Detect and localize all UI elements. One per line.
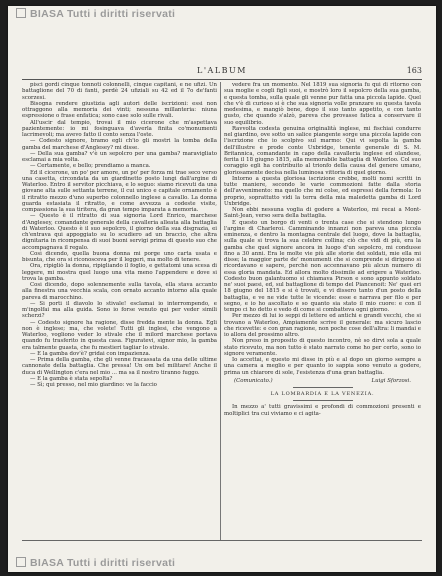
scanned-page (8, 6, 436, 572)
watermark-text: BIASA Tutti i diritti riservati (30, 557, 176, 569)
paragraph: Non ebbi nessuna voglia di godere a Waterloo, mi recai a Mont-Saint-Jean, verso sera della battaglia. (224, 207, 421, 220)
paragraph: Così dicendo, quella buona donna mi porge uno carta usata e bisunta, che ora si riconosceva per il leggeri, ma molto di tenere. (22, 250, 217, 263)
paragraph: — E la gamba dov'è? gridai con impazienza. (30, 350, 151, 357)
paragraph: Intorno a questa gloriosa iscrizione crebbe, molti nomi scritti in tutte maniere, secondo le varie commozioni fatte dalla storia dell'avvenimento: ma quello che mi colse, ed espressi della formola: Io proprio, soprattutto vidi la terra della mia maledetta gamba di Lord Uxbridge. (224, 175, 421, 207)
section-paragraph: In mezzo a' tutti gravissimi e profondi di commozioni presenti e moltiplici tra cui viviamo e ci agita- (224, 404, 421, 417)
paragraph: — Della sua gamba? v'è un sepolcro per una gamba? maravigliato esclamai a mia volta. (22, 150, 217, 163)
paragraph: — Certamente, e bello; prendiamo a manca. (30, 163, 151, 170)
paragraph: vedere fra un momento. Nel 1819 sua signoria fu qui di ritorno con sua moglie e cogli figli suoi, e mostrò loro il sepolcro della sua gamba, e questa tomba, sulla quale gli venne pur fatta una piccola lapide. Quel che v'è di curioso si è che sua signoria volle pranzare su questa tavola medesima, e mangiò bene, dopo il suo tanto appetito, e con tanto gusto, che quando s'alzò, pareva che provasse fatica a conservare il suo equilibrio. (224, 82, 421, 126)
signature-note: (Comunicato.) (234, 377, 273, 384)
page-number: 163 (406, 66, 422, 75)
paragraph: Bisogna rendere giustizia agli autori delle iscrizioni: essi non ottraggono alla memoria dei vinti; nessuna millanteria: niuna espressione o frase enfatica; sono case solo sulle rivali. (22, 100, 217, 120)
watermark-text: BIASA Tutti i diritti riservati (30, 8, 176, 20)
paragraph: — Si porti il diavolo lo stivale! esclamai io interrompendo, e m'ingolfai ma alla guida. Sono io forse venuto qui per veder simili scherzi? (22, 300, 217, 320)
paragraph: — Questo è il ritratto di sua signoria Lord Enrico, marchese d'Anglesey, comandante generale della cavalleria alleata alla battaglia di Waterloo. Questo è il suo sepolcro, il giorno della sua disgrazia, ei ch'entrava qui appoggiato su lo scudiero ad un braccio, che altra dignitaria in ricompensa di suoi buoni servigi prima di questo suo che accompagnava il regalo. (22, 213, 217, 251)
paragraph: Cosi dicendo, dopo solennemente sulla tavola, ella stava accanto alla finestra una vecchia scala, con ornato accanto intorno alla quale pareva di marocchino. (22, 282, 217, 301)
right-column (224, 82, 421, 537)
paragraph: Ora, ripigliò la donna, ripigliando il foglio, e gettatomi una scesa di leggere, mi mostra quel luogo una vita meno l'appendere e dove si trova la gamba. (22, 263, 217, 282)
paragraph: Ed il cicerone, un po' per amore, un po' per forza mi trae seco verso una casetta, circondata da un giardinetto posto lungi dall'argine di Waterloo. Entro il servitor picchiava, e lo seguo: siamo ricevuti da una giovane alta sulle settanta terrene, il cui unico e capitale ornamento è il ritratto mezzo d'uno superbo colonnello inglese a cavallo. La donna guarda estasiata il ritratto, e come avvezza a codeste visite, compassiona la sua tiritera, da gran tempo imparata a memoria. (22, 169, 217, 213)
signature-author: Luigi Sforzosi. (371, 377, 411, 384)
paragraph: — Sì; qui presso, nel mio giardino: ve la faccio (30, 382, 157, 388)
column-divider (220, 82, 221, 540)
footer-rule (22, 540, 422, 541)
paragraph: — E la gamba è stata sepolta? (30, 375, 113, 382)
paragraph: — Prima della gamba, che gli venne fracassata da una delle ultime cannonate della battaglia. Che pressa! Un om bel militare! Anche il duca di Wellington c'era nel mio ... ma sa il nostro tiranno fuggo. (22, 357, 217, 376)
paragraph: E questo un borgo di venti o trenta case che si stendono lungo l'argine di Charleroi. Camminando innanzi non pareva una piccola eminenza, e dentro la montagna centrale del luogo, dove la battaglia, sulla quale si trova la sua celebre collina; ciò che vidi di più, era la gamba che quel signore ancora in luogo d'un sepolcro, mi condusse fino a 30 anni. Era le molte vie più alle storie dei soldati, mie ella mi disse; la maggior parte de' monumenti che si comprende si dirigono si ricordavano e sapere, perchè non accennavano più alcun numero di essa gloria mandata. Ed allora molto dissimile ad erigere a Waterloo. Codesto buon galantuomo si chiamava Pirson e sono appunto soldato ne' suoi paesi, ed, sul battaglione di tempo del Piancenoit: Ne' quei eri 18 giugno del 1815 e si è trovati, e vi dissero tanto d'un posto della battaglia, e ve ne vide tutte le vicende: esse e narrava per filo e per segno, e io ho ascoltato e so quanto sia stato il mio cuore: e con il tempo ci ho detto e vedo di come si combatteva ogni giorno. (224, 219, 421, 313)
watermark-square-icon (16, 557, 26, 567)
running-title: L'ALBUM (197, 66, 247, 75)
watermark-square-icon (16, 8, 26, 18)
page-header (22, 66, 422, 80)
section-rule (293, 387, 353, 388)
paragraph: Io accettai, e questo mi disse in più e al dopo un giorno sempre a una camera a meglio e per quanto io sappia sono venuto a godere, prima un chiarore di sole, l'esistenza d'una gran battaglia. (224, 357, 421, 376)
paragraph: Non preso in proposito di questo incontro, nè so dirvi sola a quale stato ricevuto, ma non tutto è stato narrato come ho per certo, sono io signore veramente. (224, 338, 421, 357)
left-column (22, 82, 217, 537)
header-rule (22, 79, 422, 80)
paragraph: pisci gordi cinque tonnoti colonnelli, cinque capitani, e ne ufizi. Un battaglione del 70 di fanti, perdè 24 ufiziali su 42 ed il 7o de'fanti scorzesi. (22, 82, 217, 101)
paragraph: — Codesto signore ha ragione, disse fredda mente la donna. Egli non è inglese; ma, che volete! Tutti gli inglesi, che vengono a Waterloo, vogliono veder lo stivale che il milord marchese portava quando fu trasferito in questa casa. Figuratevi, signor mio, la gamba era talmente guasta, che fu mestieri tagliar lo stivale. (22, 319, 217, 351)
paragraph: Ravvolta codesta genuina originalità inglese, mi fischiai condurre nel giardino, ove sotto un salice piangente sorge una piccola lapide con l'iscrizione che io scolpivo sul marmo: Qui vi sepolta la gamba dell'illustre e prode conte Uxbridge, tenente generale di S. M. Britannica, comandante in capo della cavalleria inglese ed olandese, ferita il 18 giugno 1815, alla memorabile battaglia di Waterloo. Col suo coraggio egli ha contribuito al trionfo della causa del genere umano, gloriosamente decisa nella luminosa vittoria di quel giorno. (224, 125, 421, 176)
section-rule (293, 400, 353, 401)
paragraph: All'uscir dal tempio, trovai il mio cicerone che m'aspettava pazientemente: io mi fosinguava d'averla finita co'monumenti lacrimevoli; ma avevo fatto il conto senza l'oste. (22, 119, 217, 138)
signature-line (224, 378, 421, 384)
paragraph: — Codesto signore, bramo egli ch'io gli mostri la tomba della gamba del marchese d'Anglesey? mi disse. (22, 138, 217, 151)
section-title: LA LOMBARDIA E LA VENEZIA. (270, 391, 375, 397)
paragraph: Per mezzo di lui io seppi di lettere ed antichi e grandi vecchi, che si trovano a Waterloo, Ampiamente scrive il generale: ma sicuro lascio che ricevette: e con gran ragione, non poche cose dell'altra: li mandai e io allora del prossimo altro. (224, 313, 421, 338)
watermark-bottom (8, 557, 436, 569)
watermark-top (8, 8, 436, 20)
